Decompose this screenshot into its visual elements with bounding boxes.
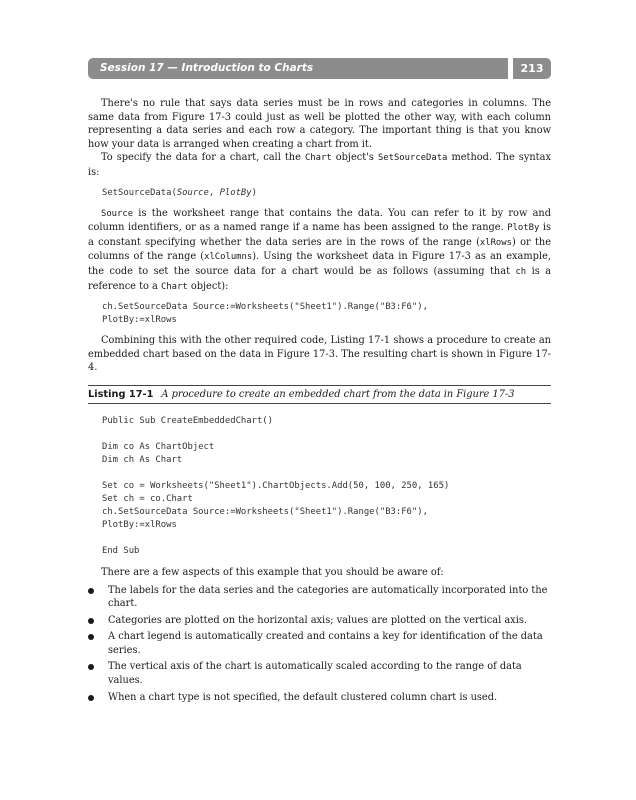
list-item: When a chart type is not specified, the default clustered column chart is used.	[88, 691, 551, 705]
paragraph-aspects: There are a few aspects of this example that you should be aware of:	[101, 566, 444, 578]
paragraph-source-plotby: Source is the worksheet range that contains the data. You can refer to it by row and column identifiers, or as a named range if a name has been assigned to the range. PlotBy is a constant specifying whether the data series are in the rows of the range (xlRows) or the columns of the range (xlColumns). Using the worksheet data in Figure 17-3 as an example, the code to set the source data for a chart would be as follows (assuming that ch is a reference to a Chart object):	[88, 207, 551, 292]
bullet-icon	[88, 634, 94, 640]
bullet-icon	[88, 695, 94, 701]
list-item: The vertical axis of the chart is automatically scaled according to the range of data values.	[88, 660, 551, 687]
running-header-title: Session 17 — Introduction to Charts	[100, 62, 314, 74]
listing-label: Listing 17-1	[88, 388, 154, 400]
syntax-code: SetSourceData(Source, PlotBy)	[102, 187, 257, 198]
running-header-bar	[88, 58, 508, 79]
bullet-icon	[88, 588, 94, 594]
listing-title: A procedure to create an embedded chart from the data in Figure 17-3	[161, 388, 515, 400]
source-data-code: ch.SetSourceData Source:=Worksheets("Sheet1").Range("B3:F6"), PlotBy:=xlRows	[102, 302, 428, 326]
list-item: A chart legend is automatically created and contains a key for identification of the data series.	[88, 630, 551, 657]
inline-code: PlotBy	[507, 223, 540, 234]
page-body	[88, 97, 551, 707]
inline-code: Chart	[161, 281, 188, 292]
inline-code: xlColumns	[204, 252, 253, 263]
bullet-icon	[88, 618, 94, 624]
listing-code: Public Sub CreateEmbeddedChart() Dim co As ChartObject Dim ch As Chart Set co = Worksheets("Sheet1").ChartObjects.Add(50, 100, 250, 165) Set ch = co.Chart ch.SetSourceData Source:=Worksheets("Sheet1").Range("B3:F6"), PlotBy:=xlRows End Sub	[102, 415, 450, 556]
listing-caption	[88, 386, 551, 404]
page-number: 213	[513, 58, 551, 79]
inline-code: xlRows	[479, 237, 512, 248]
inline-code: SetSourceData	[377, 153, 448, 164]
inline-code: Source	[101, 208, 134, 219]
paragraph-specify-data: To specify the data for a chart, call the Chart object's SetSourceData method. The syntax is:	[88, 152, 551, 178]
list-item: The labels for the data series and the categories are automatically incorporated into the chart.	[88, 584, 551, 611]
paragraph-intro: There's no rule that says data series must be in rows and categories in columns. The same data from Figure 17-3 could just as well be plotted the other way, with each column representing a data series and each row a category. The important thing is that you know how your data is arranged when creating a chart from it.	[88, 98, 551, 150]
list-item: Categories are plotted on the horizontal axis; values are plotted on the vertical axis.	[88, 614, 551, 628]
bullet-icon	[88, 664, 94, 670]
aspects-list	[88, 584, 551, 705]
inline-code: Chart	[304, 153, 332, 164]
inline-code: ch	[515, 266, 527, 277]
paragraph-combining: Combining this with the other required code, Listing 17-1 shows a procedure to create an embedded chart based on the data in Figure 17-3. The resulting chart is shown in Figure 17-4.	[88, 335, 551, 374]
